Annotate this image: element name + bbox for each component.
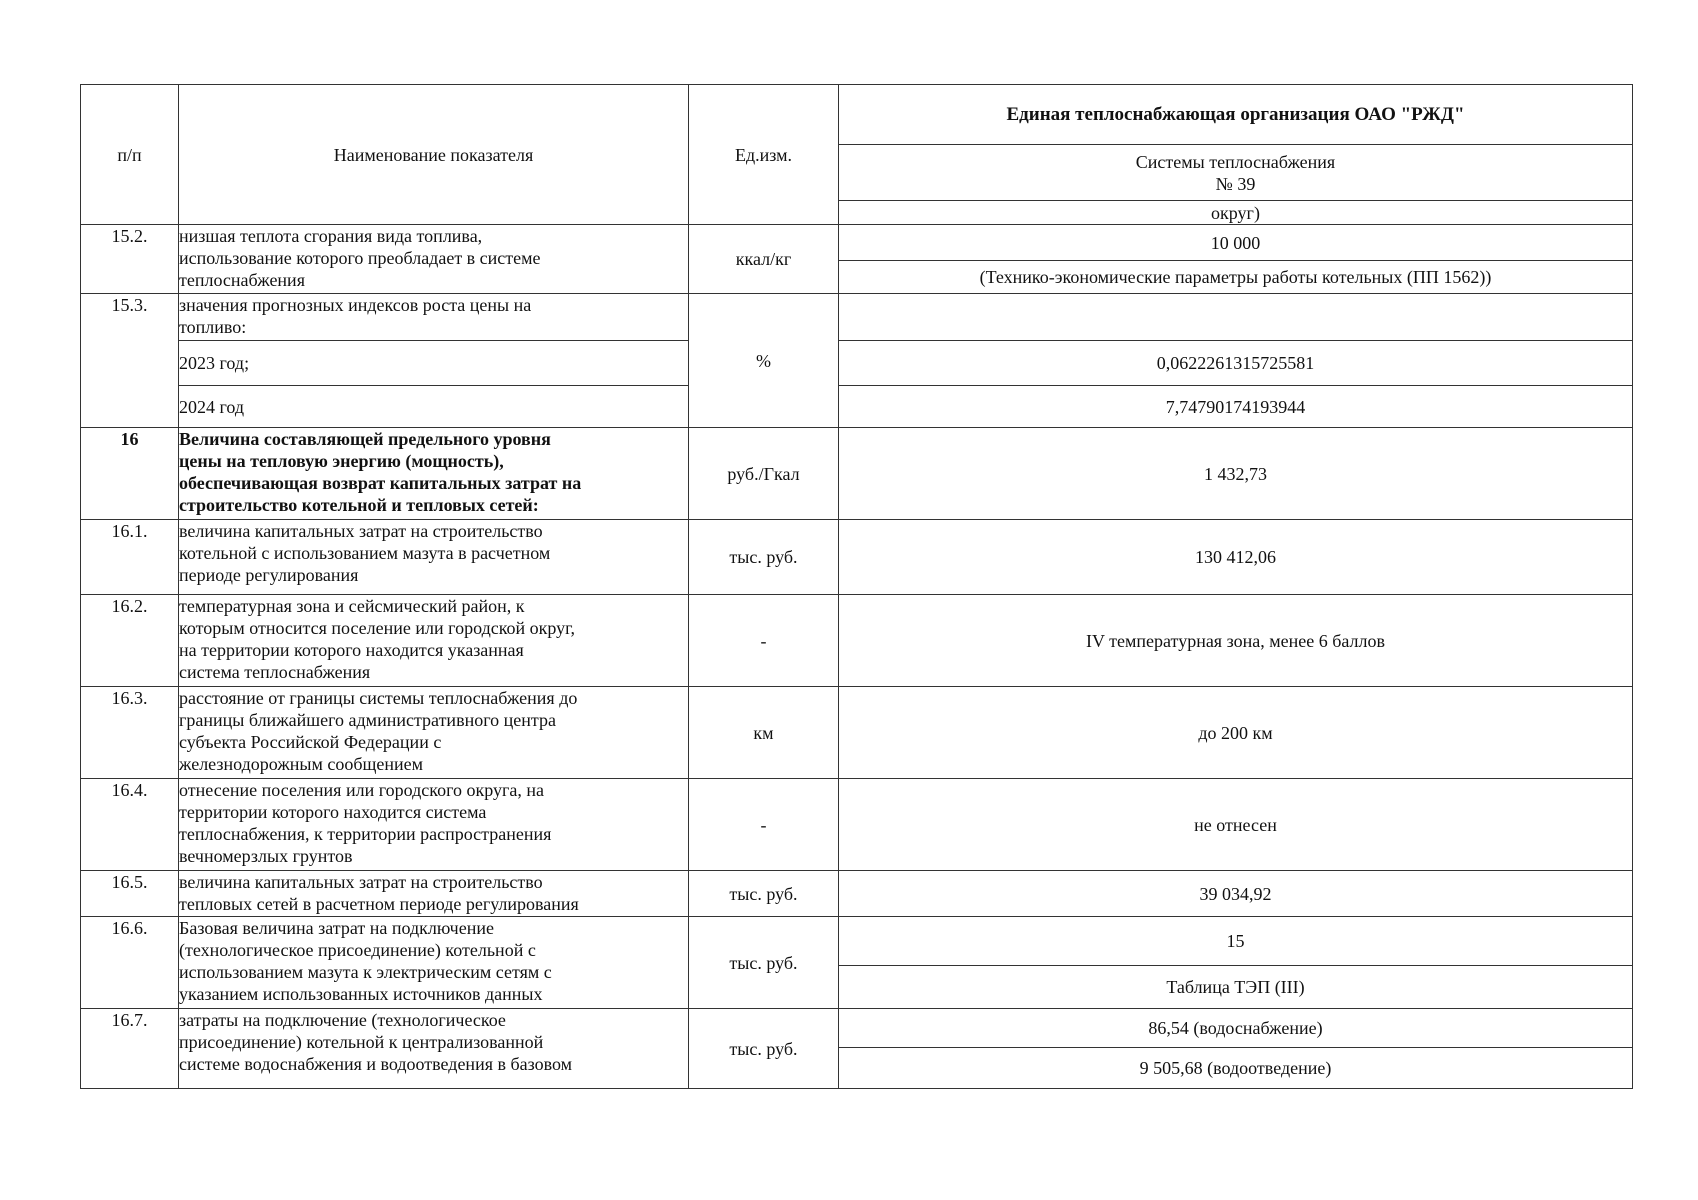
name-line: Величина составляющей предельного уровня — [179, 429, 551, 449]
row-value: до 200 км — [839, 687, 1633, 779]
row-number: 16.3. — [81, 687, 179, 779]
row-value: 1 432,73 — [839, 428, 1633, 520]
name-line: цены на тепловую энергию (мощность), — [179, 451, 504, 471]
table-row-16-6 — [81, 917, 1633, 966]
header-num: п/п — [81, 85, 179, 225]
name-line: отнесение поселения или городского округа, на — [179, 780, 545, 800]
name-line: строительство котельной и тепловых сетей: — [179, 495, 539, 515]
header-district: округ) — [839, 201, 1633, 225]
row-source: Таблица ТЭП (III) — [839, 966, 1633, 1009]
row-number: 15.2. — [81, 225, 179, 294]
row-name — [179, 1009, 689, 1089]
row-value: 130 412,06 — [839, 520, 1633, 595]
name-line: тепловых сетей в расчетном периоде регулирования — [179, 894, 579, 914]
table-row-15-3 — [81, 294, 1633, 341]
name-line: Базовая величина затрат на подключение — [179, 918, 494, 938]
header-unit: Ед.изм. — [689, 85, 839, 225]
name-line: система теплоснабжения — [179, 662, 371, 682]
name-line: теплоснабжения, к территории распространения — [179, 824, 552, 844]
name-line: субъекта Российской Федерации с — [179, 732, 442, 752]
name-line: величина капитальных затрат на строительство — [179, 872, 543, 892]
row-name — [179, 428, 689, 520]
name-line: значения прогнозных индексов роста цены на — [179, 295, 532, 315]
row-number: 16.5. — [81, 871, 179, 917]
table-row-16-1 — [81, 520, 1633, 595]
name-line: территории которого находится система — [179, 802, 487, 822]
header-name: Наименование показателя — [179, 85, 689, 225]
row-value: 7,74790174193944 — [839, 386, 1633, 428]
name-line: которым относится поселение или городской округ, — [179, 618, 576, 638]
table-row-16-4 — [81, 779, 1633, 871]
row-value: IV температурная зона, менее 6 баллов — [839, 595, 1633, 687]
name-line: железнодорожным сообщением — [179, 754, 424, 774]
row-name: 2023 год; — [179, 341, 689, 386]
row-unit: тыс. руб. — [689, 917, 839, 1009]
name-line: топливо: — [179, 317, 247, 337]
row-value: 39 034,92 — [839, 871, 1633, 917]
row-name — [179, 294, 689, 341]
row-number: 16.1. — [81, 520, 179, 595]
row-unit: % — [689, 294, 839, 428]
header-row — [81, 85, 1633, 145]
name-line: границы ближайшего административного центра — [179, 710, 556, 730]
table-row-16 — [81, 428, 1633, 520]
row-unit: ккал/кг — [689, 225, 839, 294]
table-row-16-5 — [81, 871, 1633, 917]
name-line: на территории которого находится указанная — [179, 640, 524, 660]
header-system-line2: № 39 — [1215, 173, 1256, 194]
row-name — [179, 917, 689, 1009]
row-number: 16.6. — [81, 917, 179, 1009]
name-line: низшая теплота сгорания вида топлива, — [179, 226, 483, 246]
parameters-table — [80, 84, 1633, 1089]
name-line: использование которого преобладает в системе — [179, 248, 541, 268]
row-value-sewer: 9 505,68 (водоотведение) — [839, 1048, 1633, 1089]
row-number: 16 — [81, 428, 179, 520]
name-line: указанием использованных источников данных — [179, 984, 543, 1004]
row-unit: руб./Гкал — [689, 428, 839, 520]
name-line: вечномерзлых грунтов — [179, 846, 353, 866]
header-system — [839, 145, 1633, 201]
table-row-15-3-2023 — [81, 341, 1633, 386]
row-unit: - — [689, 595, 839, 687]
row-number: 16.2. — [81, 595, 179, 687]
row-value: 15 — [839, 917, 1633, 966]
row-unit: тыс. руб. — [689, 871, 839, 917]
name-line: (технологическое присоединение) котельной с — [179, 940, 536, 960]
row-unit: тыс. руб. — [689, 520, 839, 595]
name-line: температурная зона и сейсмический район, к — [179, 596, 525, 616]
name-line: присоединение) котельной к централизованной — [179, 1032, 544, 1052]
name-line: системе водоснабжения и водоотведения в базовом — [179, 1054, 573, 1074]
row-unit: тыс. руб. — [689, 1009, 839, 1089]
row-name: 2024 год — [179, 386, 689, 428]
row-number: 16.7. — [81, 1009, 179, 1089]
name-line: теплоснабжения — [179, 270, 305, 290]
row-value-water: 86,54 (водоснабжение) — [839, 1009, 1633, 1048]
name-line: величина капитальных затрат на строительство — [179, 521, 543, 541]
row-name — [179, 520, 689, 595]
table-row-15-2 — [81, 225, 1633, 261]
row-number: 15.3. — [81, 294, 179, 428]
name-line: котельной с использованием мазута в расчетном — [179, 543, 551, 563]
row-value: 10 000 — [839, 225, 1633, 261]
row-value: не отнесен — [839, 779, 1633, 871]
row-name — [179, 595, 689, 687]
row-unit: км — [689, 687, 839, 779]
row-number: 16.4. — [81, 779, 179, 871]
row-name — [179, 871, 689, 917]
row-name — [179, 225, 689, 294]
name-line: использованием мазута к электрическим сетям с — [179, 962, 552, 982]
name-line: обеспечивающая возврат капитальных затрат на — [179, 473, 582, 493]
name-line: затраты на подключение (технологическое — [179, 1010, 506, 1030]
row-name — [179, 779, 689, 871]
row-source: (Технико-экономические параметры работы котельных (ПП 1562)) — [839, 261, 1633, 294]
table-row-16-3 — [81, 687, 1633, 779]
header-organization: Единая теплоснабжающая организация ОАО "РЖД" — [839, 85, 1633, 145]
row-name — [179, 687, 689, 779]
row-value-empty — [839, 294, 1633, 341]
name-line: периоде регулирования — [179, 565, 359, 585]
table-row-15-3-2024 — [81, 386, 1633, 428]
name-line: расстояние от границы системы теплоснабжения до — [179, 688, 578, 708]
table-row-16-2 — [81, 595, 1633, 687]
table-row-16-7 — [81, 1009, 1633, 1048]
header-system-line1: Системы теплоснабжения — [1135, 151, 1336, 172]
row-value: 0,0622261315725581 — [839, 341, 1633, 386]
row-unit: - — [689, 779, 839, 871]
